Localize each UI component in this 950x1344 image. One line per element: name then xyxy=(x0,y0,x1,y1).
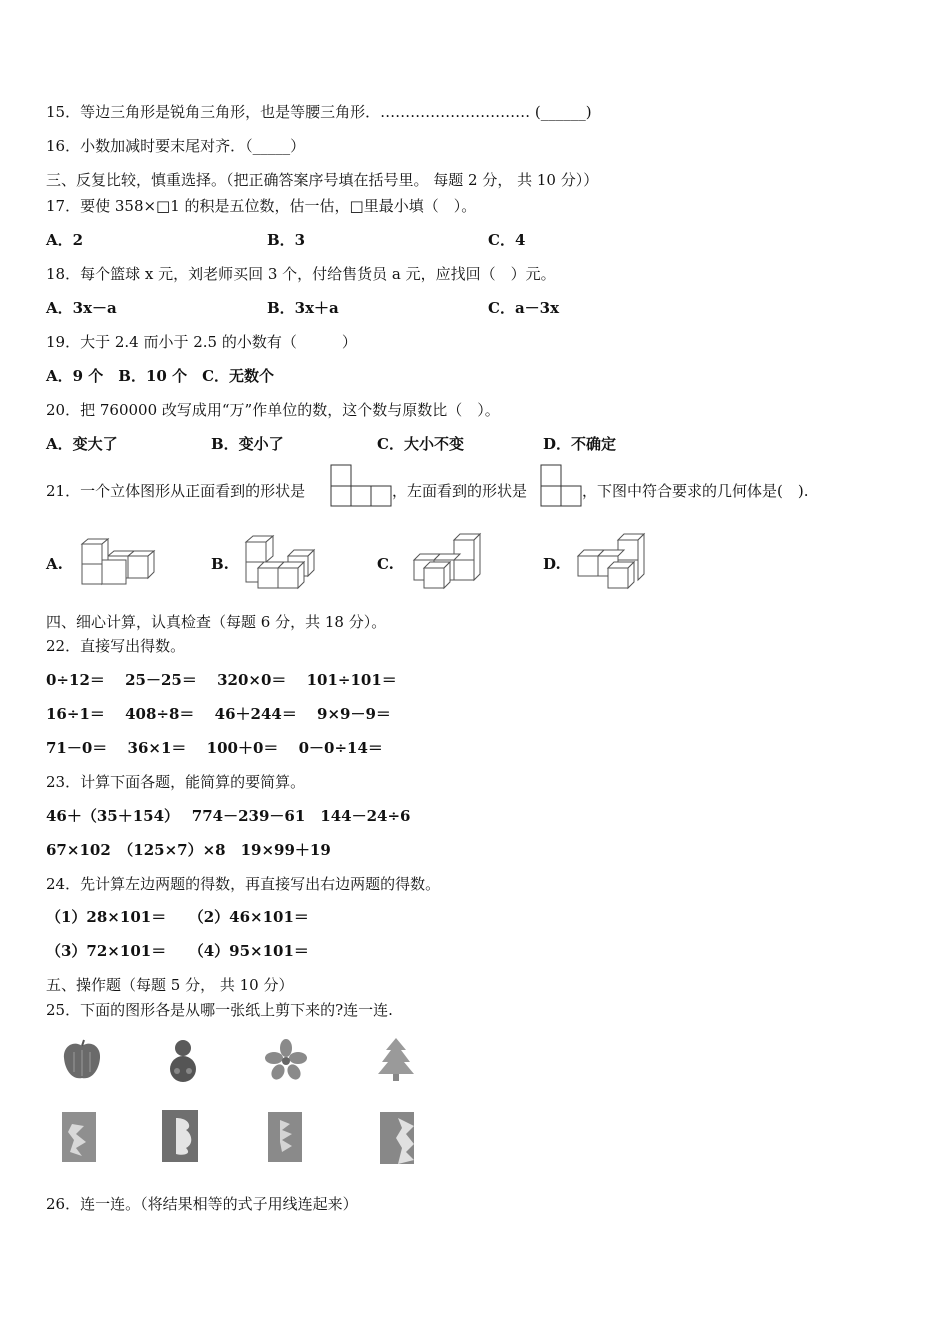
question-25: 25．下面的图形各是从哪一张纸上剪下来的?连一连. xyxy=(46,1001,393,1019)
q23-row-2: 67×102 （125×7）×8 19×99＋19 xyxy=(46,841,331,859)
q21-option-a: A. xyxy=(46,555,63,573)
paper-1 xyxy=(62,1112,96,1162)
q17-option-b: B．3 xyxy=(267,231,306,249)
q18-option-c: C．a－3x xyxy=(488,299,560,317)
q20-option-d: D．不确定 xyxy=(543,435,617,453)
q21-option-d: D. xyxy=(543,555,561,573)
question-18: 18．每个篮球 x 元，刘老师买回 3 个，付给售货员 a 元，应找回（ ）元。 xyxy=(46,265,556,283)
question-24: 24．先计算左边两题的得数，再直接写出右边两题的得数。 xyxy=(46,875,441,893)
paper-4 xyxy=(380,1112,414,1164)
question-15: 15．等边三角形是锐角三角形，也是等腰三角形．………………………… (______) xyxy=(46,103,592,121)
q21-option-a-cubes xyxy=(78,538,160,590)
q19-options: A．9 个 B．10 个 C．无数个 xyxy=(46,367,275,385)
paper-3 xyxy=(268,1112,302,1162)
question-21-part3: ，下图中符合要求的几何体是( ). xyxy=(582,482,809,500)
q24-row-1: （1）28×101＝ （2）46×101＝ xyxy=(46,908,309,926)
question-19: 19．大于 2.4 而小于 2.5 的小数有（ ） xyxy=(46,333,357,351)
q18-option-b: B．3x＋a xyxy=(267,299,339,317)
question-21-part2: ，左面看到的形状是 xyxy=(392,482,528,500)
q21-option-c-cubes xyxy=(406,532,486,592)
q23-row-1: 46＋（35＋154） 774－239－61 144－24÷6 xyxy=(46,807,411,825)
question-17: 17．要使 358×□1 的积是五位数，估一估，□里最小填（ ）。 xyxy=(46,197,477,215)
question-22: 22．直接写出得数。 xyxy=(46,637,186,655)
question-23: 23．计算下面各题，能简算的要简算。 xyxy=(46,773,306,791)
q18-option-a: A．3x－a xyxy=(46,299,117,317)
q22-row-1: 0÷12＝ 25－25＝ 320×0＝ 101÷101＝ xyxy=(46,671,397,689)
apple-shape xyxy=(60,1038,104,1082)
question-26: 26．连一连。（将结果相等的式子用线连起来） xyxy=(46,1195,358,1213)
front-view-figure xyxy=(330,464,392,508)
question-20: 20．把 760000 改写成用“万”作单位的数，这个数与原数比（ ）。 xyxy=(46,401,500,419)
flower-shape xyxy=(264,1038,308,1082)
question-16: 16．小数加减时要末尾对齐．（_____） xyxy=(46,137,306,155)
q21-option-b-cubes xyxy=(240,532,320,592)
q20-option-c: C．大小不变 xyxy=(377,435,464,453)
q20-option-a: A．变大了 xyxy=(46,435,118,453)
section-5-heading: 五、操作题（每题 5 分， 共 10 分） xyxy=(46,976,294,994)
tree-shape xyxy=(376,1036,416,1082)
q17-option-a: A．2 xyxy=(46,231,84,249)
q22-row-2: 16÷1＝ 408÷8＝ 46＋244＝ 9×9－9＝ xyxy=(46,705,391,723)
section-3-heading: 三、反复比较，慎重选择。（把正确答案序号填在括号里。 每题 2 分， 共 10 分）） xyxy=(46,171,599,189)
q22-row-3: 71－0＝ 36×1＝ 100＋0＝ 0－0÷14＝ xyxy=(46,739,383,757)
q20-option-b: B．变小了 xyxy=(211,435,284,453)
q24-row-2: （3）72×101＝ （4）95×101＝ xyxy=(46,942,309,960)
left-view-figure xyxy=(540,464,582,508)
q21-option-c: C. xyxy=(377,555,394,573)
paper-2 xyxy=(162,1110,198,1162)
q17-option-c: C．4 xyxy=(488,231,526,249)
gourd-shape xyxy=(163,1036,203,1084)
question-21-part1: 21．一个立体图形从正面看到的形状是 xyxy=(46,482,306,500)
section-4-heading: 四、细心计算，认真检查（每题 6 分，共 18 分）。 xyxy=(46,613,387,631)
q21-option-d-cubes xyxy=(572,532,652,592)
q21-option-b: B. xyxy=(211,555,229,573)
